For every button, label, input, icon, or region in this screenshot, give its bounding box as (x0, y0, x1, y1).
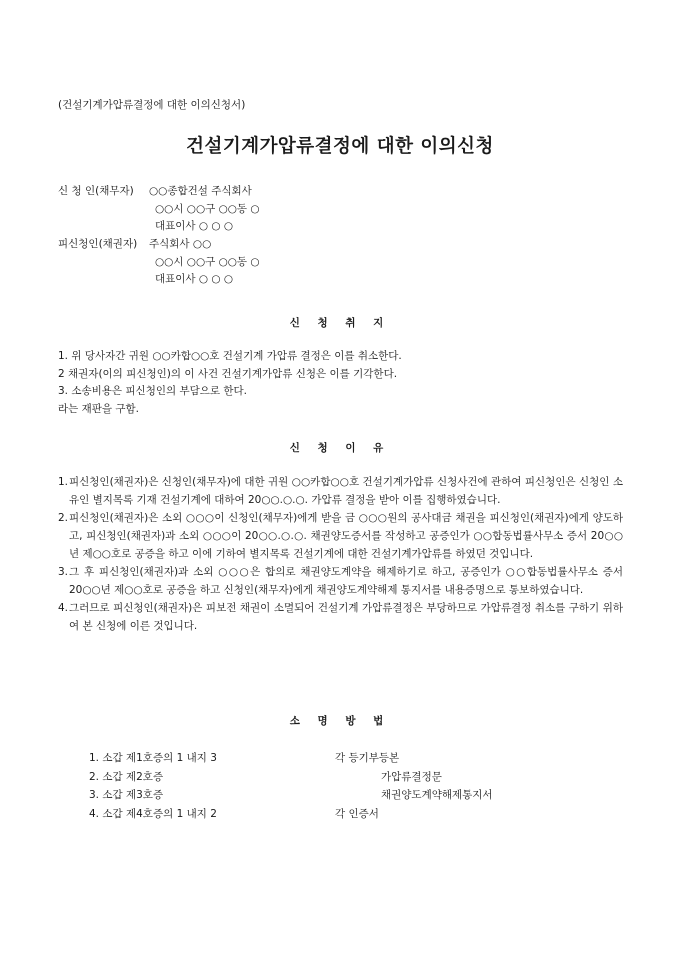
purpose-list (58, 348, 628, 418)
purpose-item: 1. 위 당사자간 귀원 ○○카합○○호 건설기계 가압류 결정은 이를 취소한다. (58, 350, 402, 362)
respondent-address: ○○시 ○○구 ○○동 ○ (155, 255, 260, 268)
applicant-role: 신 청 인(채무자) (58, 185, 134, 197)
reason-item (58, 599, 623, 635)
evidence-item: 1. 소갑 제1호증의 1 내지 3 (89, 752, 217, 764)
applicant-representative: 대표이사 ○ ○ ○ (155, 220, 234, 232)
evidence-description: 가압류결정문 (381, 770, 442, 783)
respondent-representative: 대표이사 ○ ○ ○ (155, 273, 234, 285)
evidence-row (89, 806, 589, 825)
respondent-name: 주식회사 ○○ (149, 238, 212, 250)
evidence-description: 각 등기부등본 (335, 752, 400, 764)
purpose-closing: 라는 재판을 구함. (58, 402, 140, 415)
purpose-item: 2 채권자(이의 피신청인)의 이 사건 건설기계가압류 신청은 이를 기각한다. (58, 367, 398, 380)
evidence-description: 채권양도계약해제통지서 (381, 789, 493, 801)
reason-number: 4. (58, 602, 69, 614)
evidence-heading: 소 명 방 법 (289, 715, 391, 727)
purpose-item: 3. 소송비용은 피신청인의 부담으로 한다. (58, 385, 247, 397)
evidence-list (89, 750, 589, 824)
evidence-description: 각 인증서 (335, 807, 379, 820)
reason-text: 피신청인(채권자)은 신청인(채무자)에 대한 귀원 ○○카합○○호 건설기계가압류 신청사건에 관하여 피신청인은 신청인 소유인 별지목록 기재 건설기계에 대하여 20○○.○.○. 가압류 결정을 받아 이를 집행하였습니다. (69, 476, 623, 506)
evidence-row (89, 787, 589, 806)
reason-text: 피신청인(채권자)은 소외 ○○○이 신청인(채무자)에게 받을 금 ○○○원의 공사대금 채권을 피신청인(채권자)에게 양도하고, 피신청인(채권자)과 소외 ○○○이 20○○.○.○. 채권양도증서를 작성하고 공증인가 ○○합동법률사무소 증서 20○○년 제○○호로 공증을 하고 이에 기하여 별지목록 건설기계에 대한 건설기계가압류를 하였던 것입니다. (69, 512, 623, 560)
respondent-role: 피신청인(채권자) (58, 238, 138, 250)
reasons-list (58, 473, 623, 635)
reason-item (58, 563, 623, 599)
applicant-name: ○○종합건설 주식회사 (149, 185, 252, 197)
evidence-row (89, 750, 589, 769)
reason-number: 3. (58, 566, 69, 578)
evidence-item: 2. 소갑 제2호증 (89, 770, 164, 783)
reason-number: 1. (58, 476, 69, 488)
evidence-item: 3. 소갑 제3호증 (89, 789, 164, 801)
reason-text: 그 후 피신청인(채권자)과 소외 ○○○은 합의로 채권양도계약을 해제하기로 하고, 공증인가 ○○합동법률사무소 증서 20○○년 제○○호로 공증을 하고 신청인(채무자)에게 채권양도계약해제 통지서를 내용증명으로 통보하였습니다. (69, 566, 623, 596)
applicant-block (58, 183, 618, 236)
applicant-address: ○○시 ○○구 ○○동 ○ (155, 202, 260, 215)
evidence-row (89, 769, 589, 788)
reason-number: 2. (58, 512, 69, 524)
reasons-heading: 신 청 이 유 (289, 442, 391, 454)
reason-item (58, 509, 623, 563)
reason-text: 그러므로 피신청인(채권자)은 피보전 채권이 소멸되어 건설기계 가압류결정은 부당하므로 가압류결정 취소를 구하기 위하여 본 신청에 이른 것입니다. (69, 602, 623, 632)
purpose-heading: 신 청 취 지 (289, 317, 391, 329)
respondent-block (58, 236, 618, 289)
evidence-item: 4. 소갑 제4호증의 1 내지 2 (89, 807, 217, 820)
document-label: (건설기계가압류결정에 대한 이의신청서) (58, 99, 246, 111)
document-title: 건설기계가압류결정에 대한 이의신청 (186, 136, 494, 157)
reason-item (58, 473, 623, 509)
